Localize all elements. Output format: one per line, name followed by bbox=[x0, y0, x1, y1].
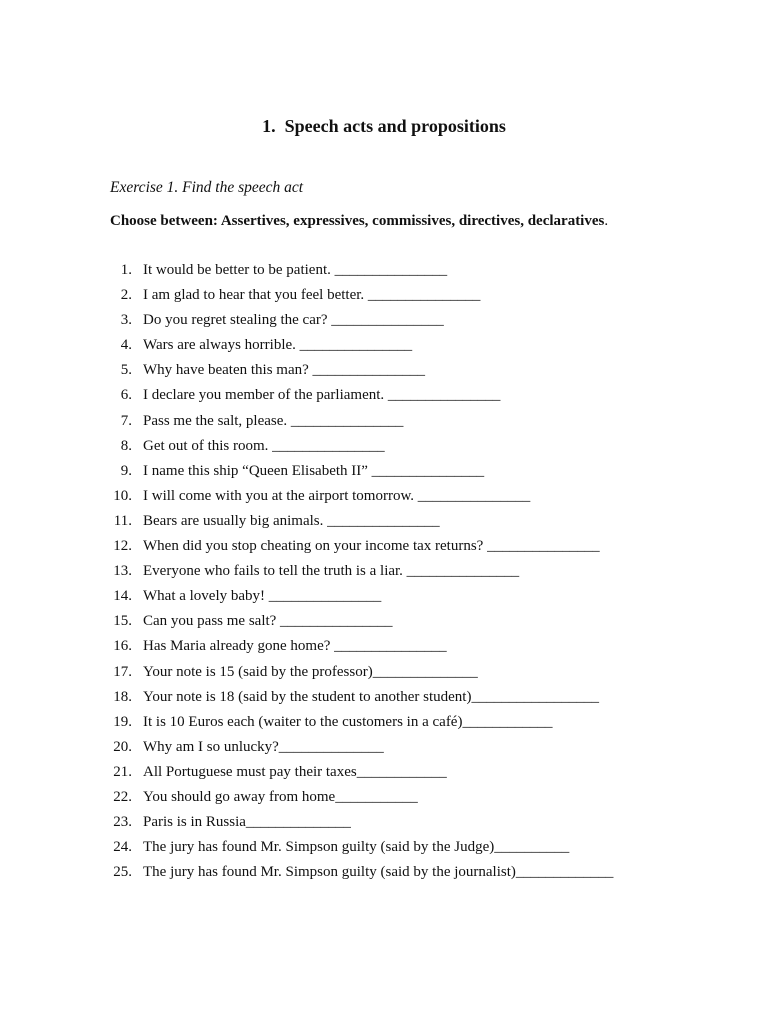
item-number: 6. bbox=[120, 387, 132, 404]
section-number: 1. bbox=[262, 116, 276, 136]
list-item bbox=[0, 486, 768, 511]
item-sentence: The jury has found Mr. Simpson guilty (said by the journalist)_____________ bbox=[143, 864, 614, 881]
item-number: 8. bbox=[120, 437, 132, 454]
list-item bbox=[0, 411, 768, 436]
list-item bbox=[0, 812, 768, 837]
item-sentence: Has Maria already gone home? _______________ bbox=[143, 638, 447, 655]
list-item bbox=[0, 762, 768, 787]
list-item bbox=[0, 712, 768, 737]
item-sentence: Bears are usually big animals. _______________ bbox=[143, 512, 440, 529]
list-item bbox=[0, 536, 768, 561]
item-sentence: Paris is in Russia______________ bbox=[143, 814, 351, 831]
item-sentence: I will come with you at the airport tomorrow. _______________ bbox=[143, 487, 531, 504]
item-number: 10. bbox=[113, 487, 132, 504]
list-item bbox=[0, 461, 768, 486]
list-item bbox=[0, 285, 768, 310]
item-number: 4. bbox=[120, 337, 132, 354]
page-title bbox=[0, 115, 768, 137]
list-item bbox=[0, 561, 768, 586]
item-sentence: What a lovely baby! _______________ bbox=[143, 588, 382, 605]
item-number: 14. bbox=[113, 588, 132, 605]
item-sentence: You should go away from home___________ bbox=[143, 788, 418, 805]
item-sentence: I declare you member of the parliament. _______________ bbox=[143, 387, 501, 404]
list-item bbox=[0, 687, 768, 712]
item-number: 24. bbox=[113, 839, 132, 856]
item-number: 20. bbox=[113, 738, 132, 755]
item-sentence: When did you stop cheating on your income tax returns? _______________ bbox=[143, 538, 600, 555]
item-number: 9. bbox=[120, 462, 132, 479]
list-item bbox=[0, 737, 768, 762]
item-sentence: Why am I so unlucky?______________ bbox=[143, 738, 384, 755]
instruction-end: . bbox=[604, 213, 609, 229]
list-item bbox=[0, 310, 768, 335]
item-number: 21. bbox=[113, 763, 132, 780]
list-item bbox=[0, 335, 768, 360]
item-number: 17. bbox=[113, 663, 132, 680]
list-item bbox=[0, 511, 768, 536]
exercise-title: Exercise 1. Find the speech act bbox=[110, 179, 304, 196]
item-number: 1. bbox=[120, 262, 132, 278]
item-sentence: Do you regret stealing the car? _______________ bbox=[143, 312, 444, 329]
list-item bbox=[0, 662, 768, 687]
item-sentence: Wars are always horrible. _______________ bbox=[143, 337, 413, 354]
item-sentence: I name this ship “Queen Elisabeth II” _______________ bbox=[143, 462, 485, 479]
list-item bbox=[0, 636, 768, 661]
item-number: 22. bbox=[113, 788, 132, 805]
list-item bbox=[0, 787, 768, 812]
list-item bbox=[0, 837, 768, 862]
item-sentence: The jury has found Mr. Simpson guilty (said by the Judge)__________ bbox=[143, 839, 570, 856]
section-title: Speech acts and propositions bbox=[284, 116, 506, 136]
item-sentence: Your note is 18 (said by the student to another student)_________________ bbox=[143, 688, 599, 705]
list-item bbox=[0, 385, 768, 410]
list-item bbox=[0, 586, 768, 611]
item-number: 23. bbox=[113, 814, 132, 831]
item-number: 13. bbox=[113, 563, 132, 580]
item-sentence: Get out of this room. _______________ bbox=[143, 437, 385, 454]
item-sentence: It is 10 Euros each (waiter to the customers in a café)____________ bbox=[143, 713, 553, 730]
item-number: 16. bbox=[113, 638, 132, 655]
item-number: 15. bbox=[113, 613, 132, 630]
item-number: 19. bbox=[113, 713, 132, 730]
item-number: 11. bbox=[113, 512, 132, 529]
item-sentence: Can you pass me salt? _______________ bbox=[143, 613, 393, 630]
item-number: 18. bbox=[113, 688, 132, 705]
item-number: 25. bbox=[113, 864, 132, 881]
item-number: 12. bbox=[113, 538, 132, 555]
instruction-text bbox=[110, 211, 608, 231]
exercise-list bbox=[0, 260, 768, 887]
item-number: 5. bbox=[120, 362, 132, 379]
instruction-choices: Choose between: Assertives, expressives, commissives, directives, declaratives bbox=[110, 213, 605, 229]
item-number: 2. bbox=[120, 287, 132, 304]
item-sentence: All Portuguese must pay their taxes____________ bbox=[143, 763, 447, 780]
item-number: 3. bbox=[120, 312, 132, 329]
list-item bbox=[0, 260, 768, 285]
item-sentence: Pass me the salt, please. _______________ bbox=[143, 412, 404, 429]
item-sentence: Everyone who fails to tell the truth is a liar. _______________ bbox=[143, 563, 520, 580]
item-sentence: Why have beaten this man? _______________ bbox=[143, 362, 426, 379]
item-sentence: It would be better to be patient. _______________ bbox=[143, 262, 448, 278]
item-sentence: I am glad to hear that you feel better. _______________ bbox=[143, 287, 481, 304]
list-item bbox=[0, 611, 768, 636]
list-item bbox=[0, 862, 768, 887]
item-sentence: Your note is 15 (said by the professor)______________ bbox=[143, 663, 478, 680]
list-item bbox=[0, 436, 768, 461]
item-number: 7. bbox=[120, 412, 132, 429]
list-item bbox=[0, 360, 768, 385]
